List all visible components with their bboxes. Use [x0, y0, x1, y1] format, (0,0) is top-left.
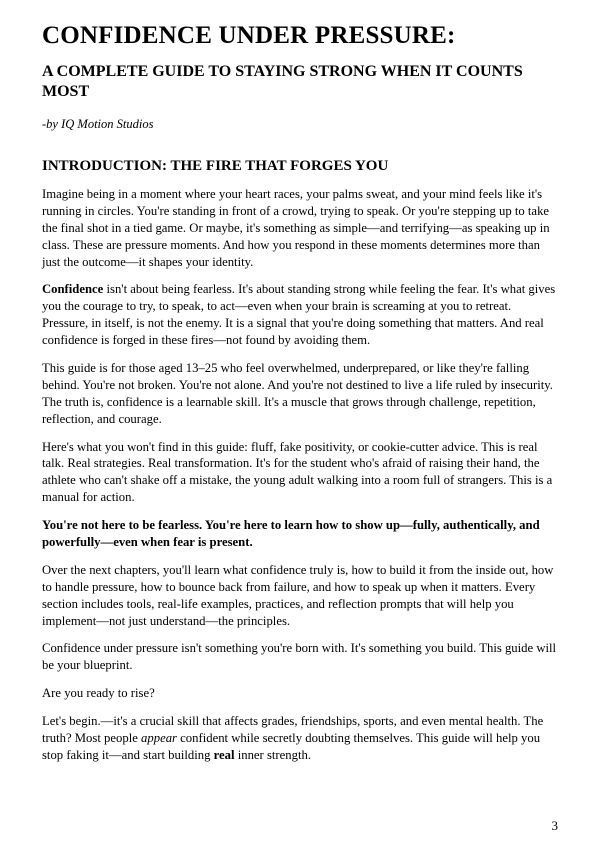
paragraph-2-lead: Confidence — [42, 282, 104, 297]
paragraph-9-bold: real — [213, 747, 235, 762]
paragraph-9 — [42, 713, 558, 764]
paragraph-2 — [42, 281, 558, 349]
byline: -by IQ Motion Studios — [42, 116, 154, 131]
page-subtitle: A COMPLETE GUIDE TO STAYING STRONG WHEN IT COUNTS MOST — [42, 63, 523, 101]
paragraph-9-part-a: Let's begin.—it's a crucial skill that affects grades, friendships, sports, and even mental health. The truth? Most people — [42, 714, 544, 745]
paragraph-9-part-b: confident while secretly doubting themselves. This guide will help you stop faking it—and start building — [42, 730, 541, 762]
paragraph-2-rest: isn't about being fearless. It's about standing strong while feeling the fear. It's what gives you the courage to try, to speak, to act—even when your brain is screaming at you to retreat. Pressure, in itself, is not the enemy. It is a signal that you're doing something that matters. And real confidence is forged in these fires—not found by avoiding them. — [42, 282, 556, 348]
paragraph-6: Over the next chapters, you'll learn what confidence truly is, how to build it from the inside out, how to handle pressure, how to bounce back from failure, and how to speak up when it matters. Every section includes tools, real-life examples, practices, and reflection prompts that will help you implement—not just understand—the principles. — [42, 562, 554, 628]
page-number: 3 — [551, 818, 558, 833]
paragraph-1: Imagine being in a moment where your heart races, your palms sweat, and your mind feels like it's running in circles. You're standing in front of a crowd, trying to speak. Or you're stepping up to take the final shot in a tied game. Or maybe, it's something as simple—and terrifying—as speaking up in class. These are pressure moments. And how you respond in these moments determines more than just the outcome—it shapes your identity. — [42, 186, 550, 269]
paragraph-4: Here's what you won't find in this guide: fluff, fake positivity, or cookie-cutter advice. This is real talk. Real strategies. Real transformation. It's for the student who's afraid of raising their hand, the athlete who can't shake off a mistake, the young adult walking into a room full of strangers. This is a manual for action. — [42, 439, 553, 505]
paragraph-7: Confidence under pressure isn't something you're born with. It's something you build. This guide will be your blueprint. — [42, 641, 557, 673]
paragraph-9-part-c: inner strength. — [234, 747, 311, 762]
paragraph-3: This guide is for those aged 13–25 who feel overwhelmed, underprepared, or like they're falling behind. You're not broken. You're not alone. And you're not destined to live a life ruled by insecurity. The truth is, confidence is a learnable skill. It's a muscle that grows through challenge, repetition, reflection, and courage. — [42, 360, 553, 426]
paragraph-5-emphasis: You're not here to be fearless. You're here to learn how to show up—fully, authentically, and powerfully—even when fear is present. — [42, 518, 540, 549]
paragraph-9-italic: appear — [141, 730, 177, 745]
paragraph-8: Are you ready to rise? — [42, 686, 155, 701]
section-heading: INTRODUCTION: THE FIRE THAT FORGES YOU — [42, 157, 389, 174]
page-title: CONFIDENCE UNDER PRESSURE: — [42, 22, 456, 49]
